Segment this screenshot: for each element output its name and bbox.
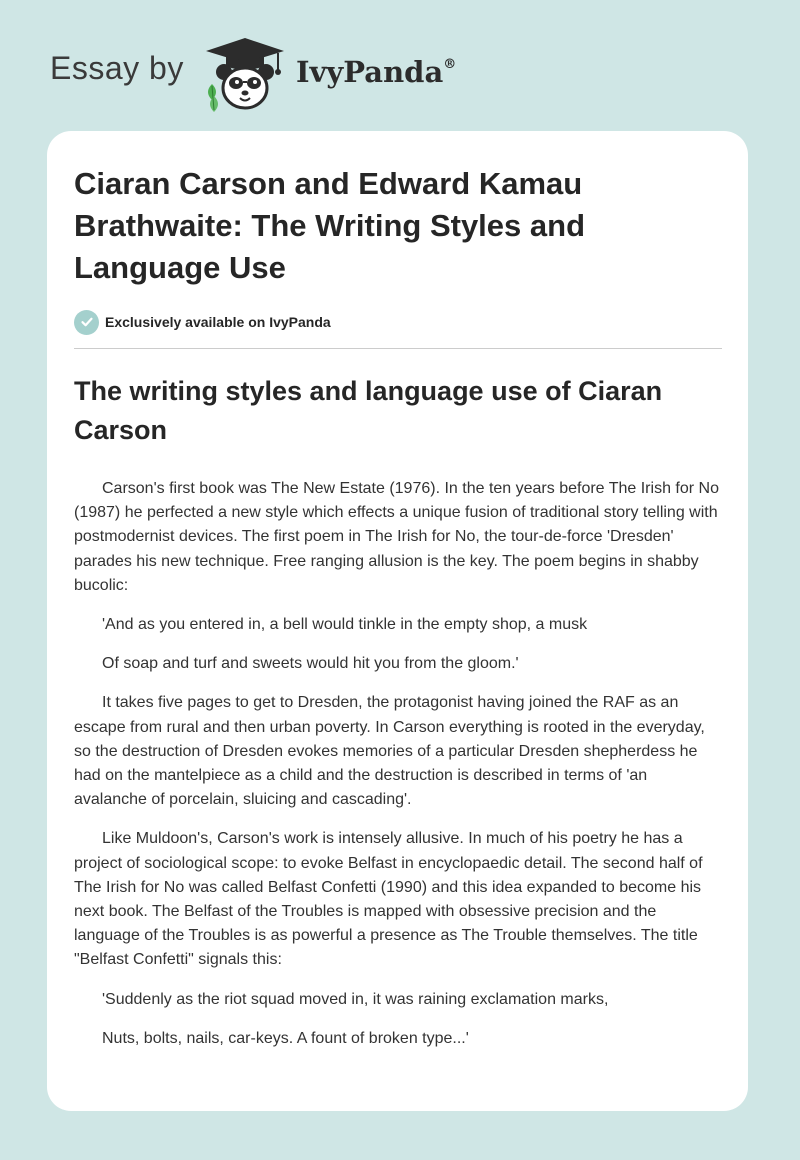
panda-logo-icon[interactable] (200, 36, 290, 112)
essay-card (47, 131, 748, 1111)
exclusive-badge (74, 307, 722, 337)
paragraph: Like Muldoon's, Carson's work is intensely allusive. In much of his poetry he has a project of sociological scope: to evoke Belfast in encyclopaedic detail. The second half of The Irish for No was called Belfast Confetti (1990) and this idea expanded to become his next book. The Belfast of the Troubles is mapped with obsessive precision and the language of the Troubles is as powerful a presence as The Trouble themselves. The title "Belfast Confetti" signals this: (74, 830, 703, 969)
check-circle-icon (74, 310, 99, 335)
essay-body (74, 477, 722, 1051)
brand-name[interactable] (296, 55, 456, 89)
paragraph: It takes five pages to get to Dresden, the protagonist having joined the RAF as an escape from rural and then urban poverty. In Carson everything is rooted in the everyday, so the destruction of Dresden evokes memories of a particular Dresden shepherdess he had on the mantelpiece as a child and the destruction is described in terms of 'an avalanche of porcelain, sluicing and cascading'. (74, 694, 705, 809)
title-divider (74, 348, 722, 349)
quote-line: 'And as you entered in, a bell would tinkle in the empty shop, a musk (102, 616, 588, 634)
quote-line: 'Suddenly as the riot squad moved in, it was raining exclamation marks, (102, 990, 609, 1008)
essay-title: Ciaran Carson and Edward Kamau Brathwaite: The Writing Styles and Language Use (74, 166, 586, 285)
site-header (0, 0, 800, 125)
essay-content (74, 163, 722, 1066)
quote-line: Nuts, bolts, nails, car-keys. A fount of broken type...' (102, 1029, 469, 1047)
quote-line: Of soap and turf and sweets would hit you from the gloom.' (102, 655, 519, 673)
brand-text: IvyPanda (296, 55, 444, 89)
paragraph: Carson's first book was The New Estate (1976). In the ten years before The Irish for No (1987) he perfected a new style which effects a unique fusion of traditional story telling with postmodernist devices. The first poem in The Irish for No, the tour-de-force 'Dresden' parades his new technique. Free ranging allusion is the key. The poem begins in shabby bucolic: (74, 480, 719, 594)
section-heading: The writing styles and language use of Ciaran Carson (74, 376, 663, 445)
exclusive-label: Exclusively available on IvyPanda (105, 314, 331, 330)
trademark-symbol: ® (443, 57, 457, 72)
essay-by-label: Essay by (50, 50, 184, 86)
